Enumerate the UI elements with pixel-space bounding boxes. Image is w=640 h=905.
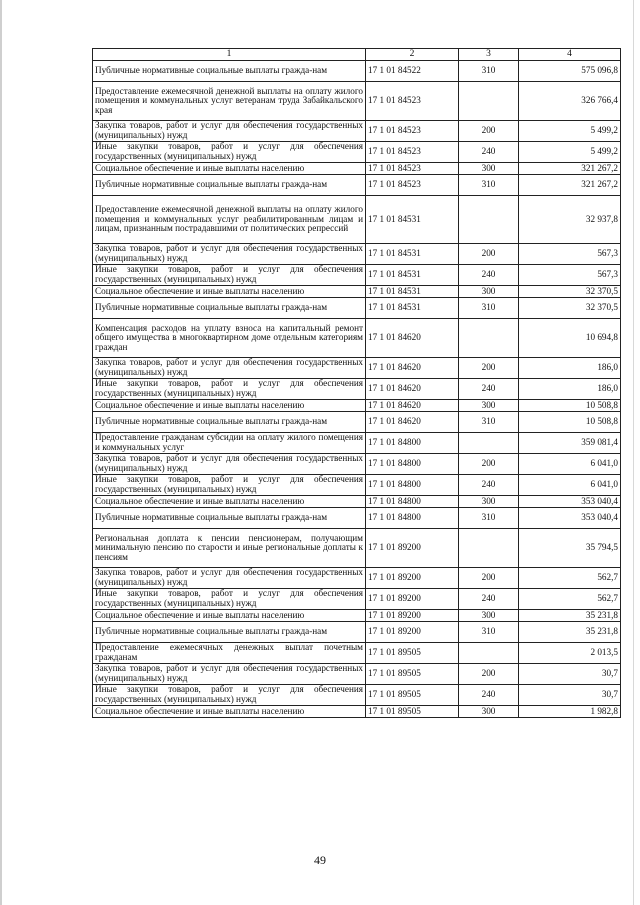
row-expense-type: 200 bbox=[459, 358, 519, 379]
scan-edge-left bbox=[0, 0, 2, 905]
row-name: Иные закупки товаров, работ и услуг для обеспечения государственных (муниципальных) нужд bbox=[93, 265, 366, 286]
row-expense-type: 240 bbox=[459, 379, 519, 400]
row-expense-type: 310 bbox=[459, 61, 519, 82]
row-expense-type bbox=[459, 319, 519, 358]
row-amount: 32 937,8 bbox=[519, 196, 621, 244]
table-row bbox=[93, 163, 621, 175]
row-name: Социальное обеспечение и иные выплаты населению bbox=[93, 163, 366, 175]
row-amount: 6 041,0 bbox=[519, 475, 621, 496]
row-expense-type: 310 bbox=[459, 175, 519, 196]
row-expense-type: 300 bbox=[459, 610, 519, 622]
table-row bbox=[93, 589, 621, 610]
table-row bbox=[93, 175, 621, 196]
row-expense-type: 200 bbox=[459, 244, 519, 265]
table-row bbox=[93, 496, 621, 508]
row-amount: 30,7 bbox=[519, 664, 621, 685]
row-code: 17 1 01 84800 bbox=[366, 454, 459, 475]
row-code: 17 1 01 84531 bbox=[366, 265, 459, 286]
row-expense-type: 200 bbox=[459, 664, 519, 685]
table-row bbox=[93, 82, 621, 121]
table-row bbox=[93, 265, 621, 286]
row-name: Публичные нормативные социальные выплаты гражда-нам bbox=[93, 175, 366, 196]
row-code: 17 1 01 84620 bbox=[366, 358, 459, 379]
row-amount: 10 508,8 bbox=[519, 412, 621, 433]
row-code: 17 1 01 89505 bbox=[366, 643, 459, 664]
header-col-1: 1 bbox=[93, 49, 366, 61]
row-amount: 326 766,4 bbox=[519, 82, 621, 121]
row-expense-type bbox=[459, 643, 519, 664]
row-name: Закупка товаров, работ и услуг для обеспечения государственных (муниципальных) нужд bbox=[93, 664, 366, 685]
row-code: 17 1 01 84523 bbox=[366, 121, 459, 142]
table-row bbox=[93, 400, 621, 412]
row-name: Социальное обеспечение и иные выплаты населению bbox=[93, 610, 366, 622]
row-name: Предоставление гражданам субсидии на оплату жилого помещения и коммунальных услуг bbox=[93, 433, 366, 454]
table-row bbox=[93, 433, 621, 454]
row-amount: 6 041,0 bbox=[519, 454, 621, 475]
row-amount: 30,7 bbox=[519, 685, 621, 706]
row-amount: 5 499,2 bbox=[519, 121, 621, 142]
row-code: 17 1 01 84531 bbox=[366, 244, 459, 265]
row-code: 17 1 01 89200 bbox=[366, 622, 459, 643]
row-code: 17 1 01 84800 bbox=[366, 475, 459, 496]
row-code: 17 1 01 89200 bbox=[366, 529, 459, 568]
row-name: Компенсация расходов на уплату взноса на капитальный ремонт общего имущества в многоквартирном доме отдельным категориям граждан bbox=[93, 319, 366, 358]
table-row bbox=[93, 358, 621, 379]
row-expense-type: 300 bbox=[459, 163, 519, 175]
row-name: Иные закупки товаров, работ и услуг для обеспечения государственных (муниципальных) нужд bbox=[93, 475, 366, 496]
row-expense-type bbox=[459, 82, 519, 121]
row-amount: 5 499,2 bbox=[519, 142, 621, 163]
row-expense-type: 200 bbox=[459, 568, 519, 589]
row-name: Иные закупки товаров, работ и услуг для обеспечения государственных (муниципальных) нужд bbox=[93, 379, 366, 400]
table-row bbox=[93, 664, 621, 685]
row-name: Закупка товаров, работ и услуг для обеспечения государственных (муниципальных) нужд bbox=[93, 454, 366, 475]
table-row bbox=[93, 121, 621, 142]
row-amount: 32 370,5 bbox=[519, 298, 621, 319]
row-name: Социальное обеспечение и иные выплаты населению bbox=[93, 400, 366, 412]
row-code: 17 1 01 84620 bbox=[366, 379, 459, 400]
row-name: Публичные нормативные социальные выплаты гражда-нам bbox=[93, 298, 366, 319]
row-expense-type: 300 bbox=[459, 496, 519, 508]
row-amount: 353 040,4 bbox=[519, 496, 621, 508]
row-expense-type: 300 bbox=[459, 286, 519, 298]
row-amount: 321 267,2 bbox=[519, 163, 621, 175]
page-number: 49 bbox=[314, 853, 326, 867]
row-name: Социальное обеспечение и иные выплаты населению bbox=[93, 706, 366, 718]
row-expense-type bbox=[459, 529, 519, 568]
table-row bbox=[93, 568, 621, 589]
header-col-2: 2 bbox=[366, 49, 459, 61]
row-code: 17 1 01 84522 bbox=[366, 61, 459, 82]
scan-edge-right bbox=[633, 0, 634, 905]
row-code: 17 1 01 89505 bbox=[366, 706, 459, 718]
row-code: 17 1 01 84523 bbox=[366, 175, 459, 196]
table-row bbox=[93, 508, 621, 529]
table-header bbox=[93, 49, 621, 61]
row-name: Социальное обеспечение и иные выплаты населению bbox=[93, 496, 366, 508]
table-row bbox=[93, 412, 621, 433]
row-amount: 35 231,8 bbox=[519, 610, 621, 622]
row-amount: 35 794,5 bbox=[519, 529, 621, 568]
row-amount: 32 370,5 bbox=[519, 286, 621, 298]
row-expense-type: 310 bbox=[459, 508, 519, 529]
row-name: Предоставление ежемесячной денежной выплаты на оплату жилого помещения и коммунальных услуг ветеранам труда Забайкальского края bbox=[93, 82, 366, 121]
table-row bbox=[93, 244, 621, 265]
row-name: Предоставление ежемесячных денежных выплат почетным гражданам bbox=[93, 643, 366, 664]
row-expense-type bbox=[459, 433, 519, 454]
row-expense-type: 200 bbox=[459, 454, 519, 475]
row-expense-type: 300 bbox=[459, 706, 519, 718]
row-amount: 10 694,8 bbox=[519, 319, 621, 358]
row-amount: 10 508,8 bbox=[519, 400, 621, 412]
row-expense-type: 300 bbox=[459, 400, 519, 412]
table-row bbox=[93, 610, 621, 622]
table-row bbox=[93, 319, 621, 358]
table-row bbox=[93, 196, 621, 244]
row-expense-type: 240 bbox=[459, 142, 519, 163]
row-code: 17 1 01 89200 bbox=[366, 610, 459, 622]
row-amount: 359 081,4 bbox=[519, 433, 621, 454]
row-expense-type: 310 bbox=[459, 298, 519, 319]
row-name: Региональная доплата к пенсии пенсионерам, получающим минимальную пенсию по старости и иные региональные доплаты к пенсиям bbox=[93, 529, 366, 568]
table-row bbox=[93, 379, 621, 400]
row-amount: 186,0 bbox=[519, 358, 621, 379]
row-name: Закупка товаров, работ и услуг для обеспечения государственных (муниципальных) нужд bbox=[93, 121, 366, 142]
row-code: 17 1 01 84531 bbox=[366, 298, 459, 319]
row-amount: 575 096,8 bbox=[519, 61, 621, 82]
row-name: Предоставление ежемесячной денежной выплаты на оплату жилого помещения и коммунальных услуг реабилитированным лицам и лицам, признанным пострадавшими от политических репрессий bbox=[93, 196, 366, 244]
header-col-3: 3 bbox=[459, 49, 519, 61]
row-code: 17 1 01 84531 bbox=[366, 286, 459, 298]
row-name: Иные закупки товаров, работ и услуг для обеспечения государственных (муниципальных) нужд bbox=[93, 685, 366, 706]
row-amount: 562,7 bbox=[519, 568, 621, 589]
row-code: 17 1 01 84523 bbox=[366, 163, 459, 175]
table-body bbox=[93, 61, 621, 718]
row-code: 17 1 01 84620 bbox=[366, 412, 459, 433]
row-code: 17 1 01 84620 bbox=[366, 319, 459, 358]
row-code: 17 1 01 84620 bbox=[366, 400, 459, 412]
row-name: Публичные нормативные социальные выплаты гражда-нам bbox=[93, 622, 366, 643]
row-amount: 2 013,5 bbox=[519, 643, 621, 664]
table-row bbox=[93, 298, 621, 319]
row-name: Иные закупки товаров, работ и услуг для обеспечения государственных (муниципальных) нужд bbox=[93, 142, 366, 163]
table-row bbox=[93, 61, 621, 82]
row-amount: 562,7 bbox=[519, 589, 621, 610]
row-code: 17 1 01 89505 bbox=[366, 664, 459, 685]
row-amount: 1 982,8 bbox=[519, 706, 621, 718]
row-code: 17 1 01 89200 bbox=[366, 568, 459, 589]
row-amount: 321 267,2 bbox=[519, 175, 621, 196]
row-name: Публичные нормативные социальные выплаты гражда-нам bbox=[93, 508, 366, 529]
row-amount: 186,0 bbox=[519, 379, 621, 400]
row-code: 17 1 01 84800 bbox=[366, 496, 459, 508]
table-row bbox=[93, 643, 621, 664]
row-expense-type: 240 bbox=[459, 475, 519, 496]
table-row bbox=[93, 685, 621, 706]
row-code: 17 1 01 89505 bbox=[366, 685, 459, 706]
row-amount: 567,3 bbox=[519, 244, 621, 265]
row-expense-type: 240 bbox=[459, 265, 519, 286]
table-row bbox=[93, 529, 621, 568]
row-code: 17 1 01 84800 bbox=[366, 433, 459, 454]
row-name: Публичные нормативные социальные выплаты гражда-нам bbox=[93, 61, 366, 82]
row-expense-type: 240 bbox=[459, 589, 519, 610]
row-code: 17 1 01 84523 bbox=[366, 142, 459, 163]
table-row bbox=[93, 454, 621, 475]
row-amount: 353 040,4 bbox=[519, 508, 621, 529]
row-code: 17 1 01 84800 bbox=[366, 508, 459, 529]
row-name: Социальное обеспечение и иные выплаты населению bbox=[93, 286, 366, 298]
row-expense-type: 200 bbox=[459, 121, 519, 142]
row-name: Публичные нормативные социальные выплаты гражда-нам bbox=[93, 412, 366, 433]
row-expense-type: 240 bbox=[459, 685, 519, 706]
row-name: Закупка товаров, работ и услуг для обеспечения государственных (муниципальных) нужд bbox=[93, 568, 366, 589]
row-name: Иные закупки товаров, работ и услуг для обеспечения государственных (муниципальных) нужд bbox=[93, 589, 366, 610]
row-amount: 35 231,8 bbox=[519, 622, 621, 643]
header-row bbox=[93, 49, 621, 61]
row-amount: 567,3 bbox=[519, 265, 621, 286]
row-code: 17 1 01 84523 bbox=[366, 82, 459, 121]
row-expense-type: 310 bbox=[459, 622, 519, 643]
budget-table bbox=[92, 48, 621, 718]
header-col-4: 4 bbox=[519, 49, 621, 61]
row-expense-type bbox=[459, 196, 519, 244]
row-expense-type: 310 bbox=[459, 412, 519, 433]
row-code: 17 1 01 89200 bbox=[366, 589, 459, 610]
table-row bbox=[93, 475, 621, 496]
table-row bbox=[93, 286, 621, 298]
row-name: Закупка товаров, работ и услуг для обеспечения государственных (муниципальных) нужд bbox=[93, 244, 366, 265]
table-row bbox=[93, 142, 621, 163]
table-row bbox=[93, 706, 621, 718]
table-row bbox=[93, 622, 621, 643]
row-code: 17 1 01 84531 bbox=[366, 196, 459, 244]
row-name: Закупка товаров, работ и услуг для обеспечения государственных (муниципальных) нужд bbox=[93, 358, 366, 379]
